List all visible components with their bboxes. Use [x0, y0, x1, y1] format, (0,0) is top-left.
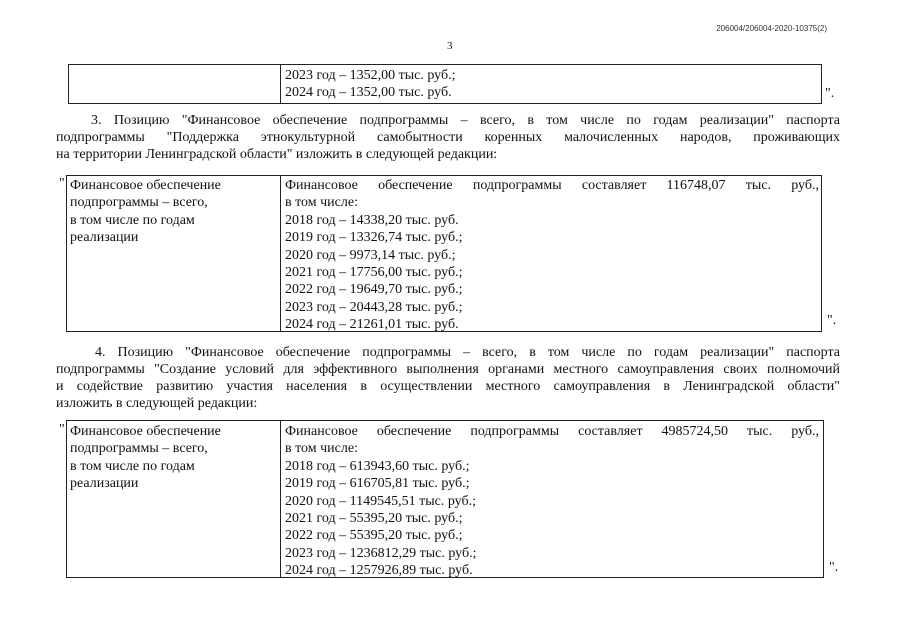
table-line: 2022 год – 19649,70 тыс. руб.; — [285, 282, 463, 298]
table-line-first — [285, 423, 819, 440]
table-line: 2023 год – 1352,00 тыс. руб.; — [285, 68, 456, 83]
table-left-cell — [67, 421, 281, 577]
paragraph-line: 3. Позицию "Финансовое обеспечение подпрограммы – всего, в том числе по годам реализации" паспорта — [91, 113, 840, 128]
table-line: 2024 год – 21261,01 тыс. руб. — [285, 317, 459, 333]
paragraph-line: изложить в следующей редакции: — [56, 396, 258, 411]
table-right-cell — [285, 423, 819, 580]
table-line: 2020 год – 1149545,51 тыс. руб.; — [285, 493, 476, 509]
financing-table-2 — [66, 420, 824, 578]
table-line: 2019 год – 13326,74 тыс. руб.; — [285, 230, 463, 246]
table-line: 2021 год – 55395,20 тыс. руб.; — [285, 511, 463, 527]
table-line: в том числе: — [285, 195, 358, 211]
paragraph-line: подпрограммы "Поддержка этнокультурной самобытности коренных малочисленных народов, проживающих — [56, 130, 840, 145]
left-cell-line: Финансовое обеспечение — [70, 424, 221, 439]
document-id: 206004/206004-2020-10375(2) — [716, 24, 827, 33]
table-right-cell — [285, 67, 456, 102]
left-cell-line: в том числе по годам — [70, 212, 195, 228]
word: 4985724,50 — [661, 424, 729, 439]
word: обеспечение — [378, 178, 453, 193]
financing-table-1 — [66, 175, 822, 332]
word: руб., — [791, 178, 819, 193]
table-left-cell — [67, 176, 281, 331]
table-line: 2024 год – 1352,00 тыс. руб. — [285, 85, 452, 101]
word: тыс. — [745, 178, 771, 193]
paragraph-line: и содействие развитию участия населения в осуществлении местного самоуправления в Ленинградской области" — [56, 379, 840, 394]
table-line: 2019 год – 616705,81 тыс. руб.; — [285, 476, 470, 492]
left-cell-line: Финансовое обеспечение — [70, 178, 221, 193]
left-cell-line: подпрограммы – всего, — [70, 195, 208, 211]
word: составляет — [578, 424, 643, 439]
table-line: 2022 год – 55395,20 тыс. руб.; — [285, 528, 463, 544]
word: Финансовое — [285, 424, 358, 439]
table-right-cell — [285, 177, 819, 334]
paragraph-line: на территории Ленинградской области" изложить в следующей редакции: — [56, 147, 498, 162]
table-line: в том числе: — [285, 441, 358, 457]
word: обеспечение — [376, 424, 452, 439]
word: составляет — [581, 178, 647, 193]
word: 116748,07 — [666, 178, 726, 193]
word: подпрограммы — [470, 424, 560, 439]
left-cell-line: реализации — [70, 476, 139, 492]
opening-quote: " — [59, 422, 65, 437]
table-line-first — [285, 177, 819, 194]
left-cell-line: реализации — [70, 230, 139, 246]
table-left-cell — [69, 65, 281, 103]
table-line: 2024 год – 1257926,89 тыс. руб. — [285, 563, 473, 579]
left-cell-line: в том числе по годам — [70, 458, 195, 474]
table-line: 2018 год – 14338,20 тыс. руб. — [285, 212, 459, 228]
table-line: 2023 год – 1236812,29 тыс. руб.; — [285, 545, 477, 561]
paragraph-line: подпрограммы "Создание условий для эффективного выполнения органами местного самоуправления своих полномочий — [56, 362, 840, 377]
table-line: 2021 год – 17756,00 тыс. руб.; — [285, 265, 463, 281]
closing-quote: ". — [825, 86, 835, 101]
closing-quote: ". — [827, 313, 837, 328]
table-line: 2020 год – 9973,14 тыс. руб.; — [285, 247, 456, 263]
opening-quote: " — [59, 176, 65, 191]
table-continuation — [68, 64, 822, 104]
page-number: 3 — [447, 40, 453, 52]
word: подпрограммы — [472, 178, 562, 193]
word: руб., — [791, 424, 819, 439]
table-line: 2023 год – 20443,28 тыс. руб.; — [285, 299, 463, 315]
word: Финансовое — [285, 178, 358, 193]
paragraph-line: 4. Позицию "Финансовое обеспечение подпрограммы – всего, в том числе по годам реализации" паспорта — [95, 345, 840, 360]
left-cell-line: подпрограммы – всего, — [70, 441, 208, 457]
table-line: 2018 год – 613943,60 тыс. руб.; — [285, 458, 470, 474]
word: тыс. — [747, 424, 773, 439]
closing-quote: ". — [829, 560, 839, 575]
